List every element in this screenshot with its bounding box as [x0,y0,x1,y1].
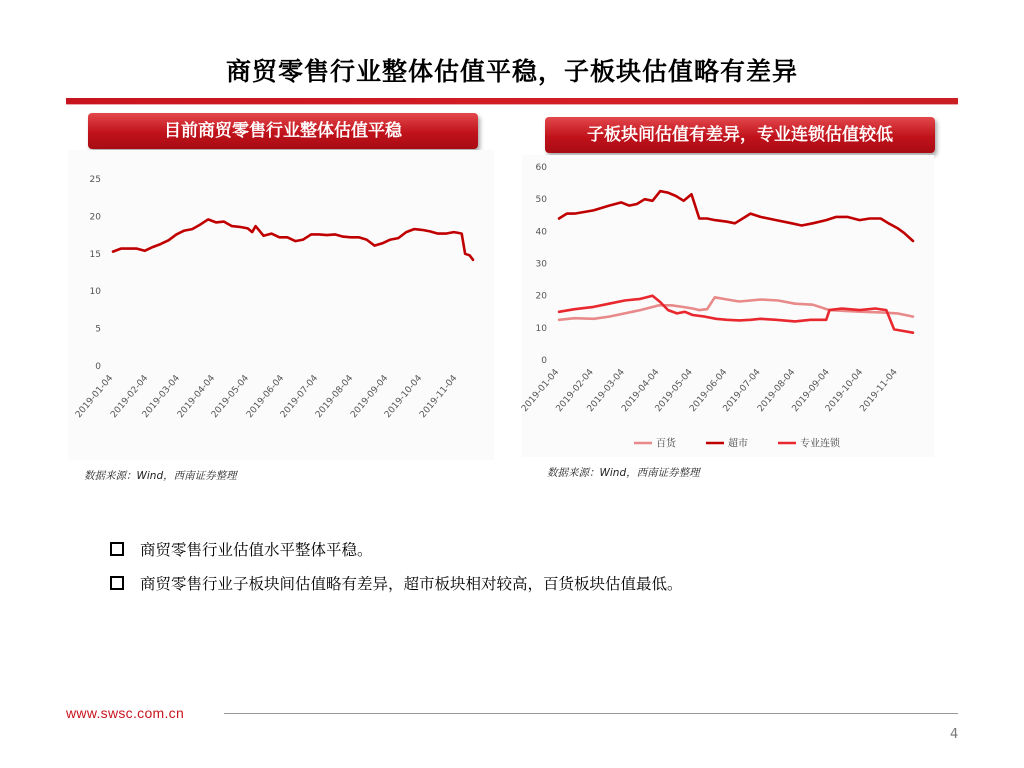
x-tick-label: 2019-01-04 [520,367,562,415]
x-tick-label: 2019-10-04 [383,373,425,421]
y-tick-label: 0 [95,362,101,372]
square-bullet-icon [110,542,124,556]
bullet-item [110,566,683,600]
page-number: 4 [950,727,959,742]
x-tick-label: 2019-11-04 [858,367,900,415]
x-tick-label: 2019-03-04 [140,373,183,421]
x-tick-label: 2019-06-04 [688,367,730,415]
bullet-text: 商贸零售行业子板块间估值略有差异，超市板块相对较高，百货板块估值最低。 [140,575,683,593]
y-tick-label: 20 [89,212,101,223]
slide-title: 商贸零售行业整体估值平稳，子板块估值略有差异 [225,57,798,86]
x-tick-label: 2019-02-04 [554,367,596,415]
y-tick-label: 40 [535,227,547,238]
x-tick-label: 2019-09-04 [349,373,391,421]
x-tick-label: 2019-07-04 [278,373,321,421]
y-tick-label: 25 [89,175,101,185]
y-tick-label: 20 [535,291,547,302]
x-tick-label: 2019-02-04 [109,373,151,421]
x-tick-label: 2019-10-04 [823,367,866,415]
square-bullet-icon [110,576,124,590]
x-tick-label: 2019-06-04 [244,373,287,421]
bullet-item [110,532,683,566]
x-tick-label: 2019-03-04 [585,367,627,415]
y-tick-label: 10 [535,323,547,334]
footer-website-link[interactable]: www.swsc.com.cn [66,705,185,721]
left-chart-source: 数据来源：Wind，西南证券整理 [84,470,237,482]
x-tick-label: 2019-05-04 [653,367,695,415]
y-tick-label: 60 [535,163,547,173]
x-tick-label: 2019-07-04 [721,367,763,415]
x-tick-label: 2019-08-04 [314,373,356,421]
y-tick-label: 5 [95,324,101,335]
y-tick-label: 0 [541,356,547,366]
bullet-text: 商贸零售行业估值水平整体平稳。 [140,541,373,559]
legend-label: 专业连锁 [800,438,840,450]
footer-divider [224,713,958,714]
right-chart-source: 数据来源：Wind，西南证券整理 [547,467,700,479]
right-chart-heading: 子板块间估值有差异，专业连锁估值较低 [545,117,935,153]
left-chart-heading: 目前商贸零售行业整体估值平稳 [88,113,478,149]
legend-label: 百货 [656,438,676,450]
x-tick-label: 2019-05-04 [209,373,252,421]
y-tick-label: 10 [89,287,101,298]
y-tick-label: 15 [89,249,101,260]
x-tick-label: 2019-04-04 [175,373,218,421]
y-tick-label: 30 [535,259,547,270]
x-tick-label: 2019-01-04 [74,373,116,421]
x-tick-label: 2019-08-04 [756,367,798,415]
x-tick-label: 2019-09-04 [790,367,832,415]
x-tick-label: 2019-11-04 [418,373,460,421]
y-tick-label: 50 [535,195,547,206]
bullet-list [110,532,683,600]
x-tick-label: 2019-04-04 [620,367,662,415]
legend-label: 超市 [728,438,748,450]
